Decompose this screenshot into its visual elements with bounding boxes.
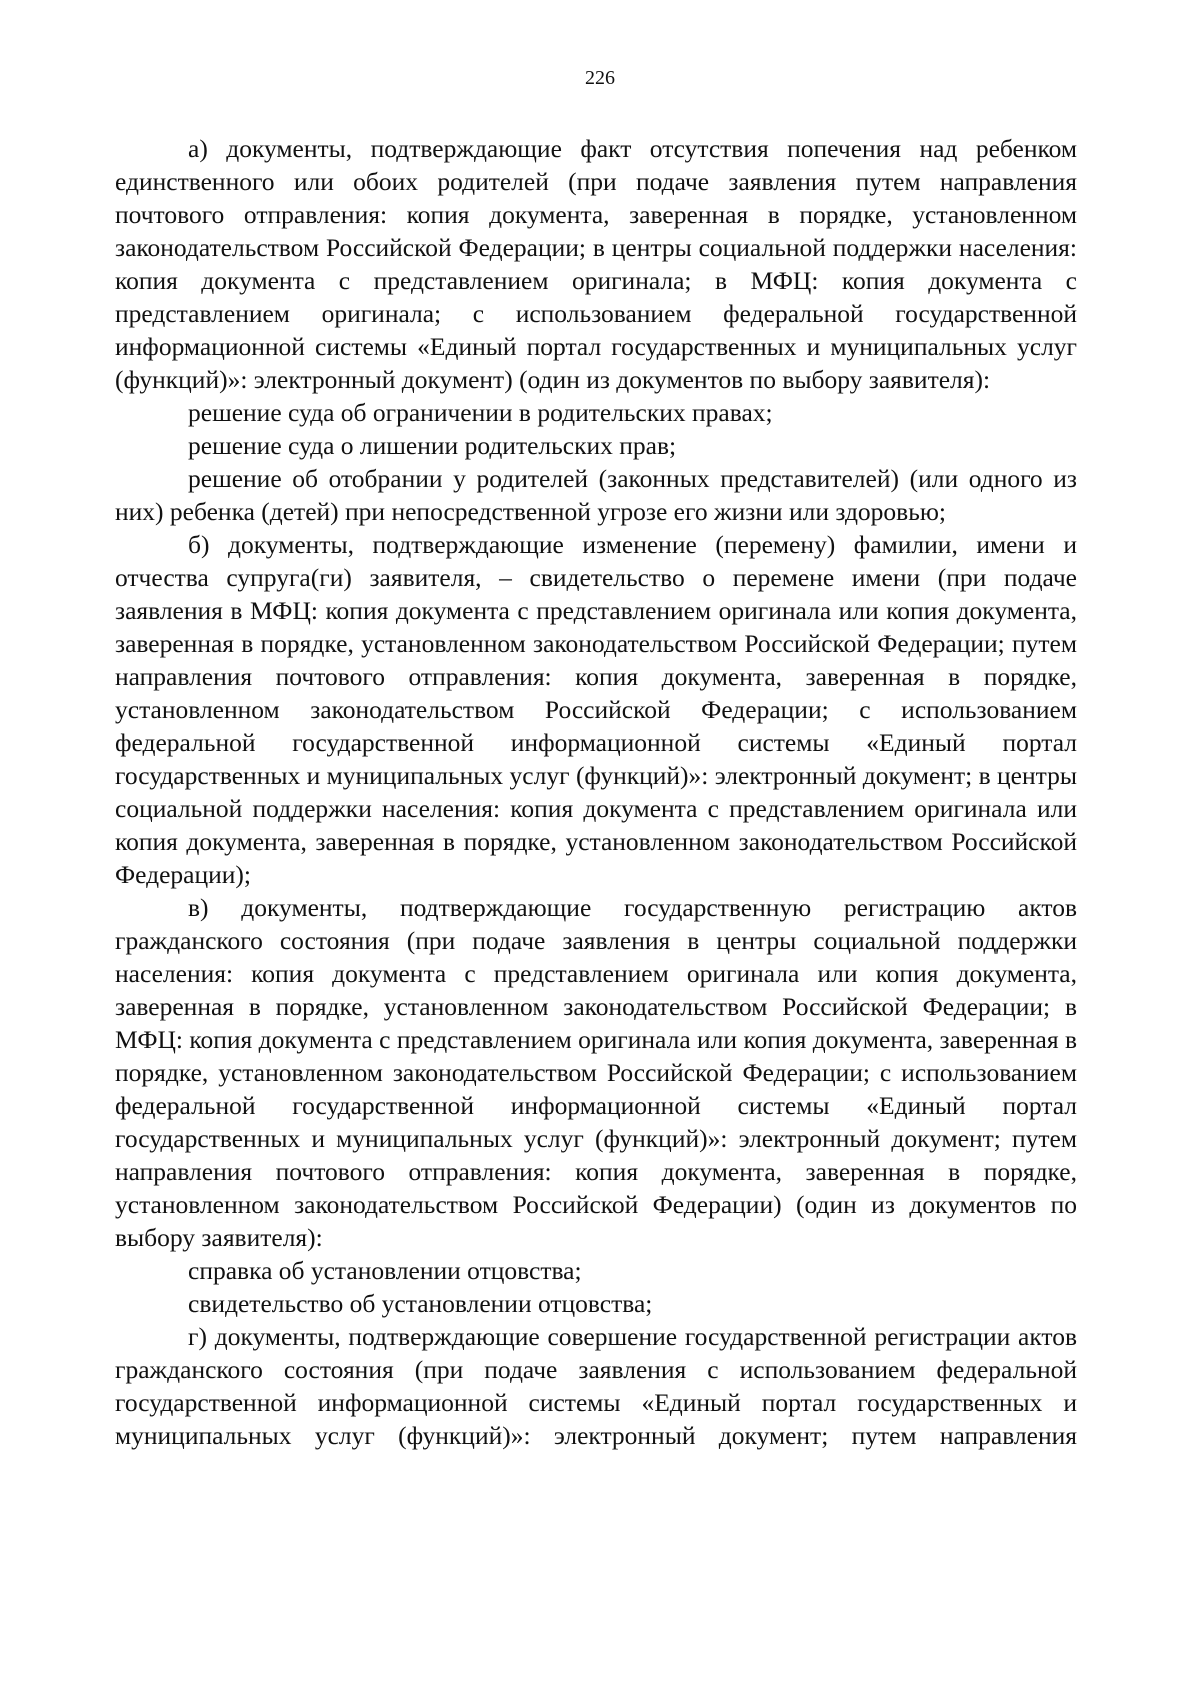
- list-item-court-deprivation: решение суда о лишении родительских прав;: [188, 431, 677, 460]
- list-item-paternity-certificate: справка об установлении отцовства;: [188, 1256, 582, 1285]
- paragraph-g: г) документы, подтверждающие совершение государственной регистрации актов гражданского состояния (при подаче заявления с использованием федеральной государственной информационной системы «Единый портал государственных и муниципальных услуг (функций)»: электронный документ; путем направления: [115, 1322, 1077, 1450]
- document-body: [115, 132, 1077, 1452]
- paragraph-v: в) документы, подтверждающие государственную регистрацию актов гражданского состояния (при подаче заявления в центры социальной поддержки населения: копия документа с представлением оригинала или копия документа, заверенная в порядке, установленном законодательством Российской Федерации; в МФЦ: копия документа с представлением оригинала или копия документа, заверенная в порядке, установленном законодательством Российской Федерации; с использованием федеральной государственной информационной системы «Единый портал государственных и муниципальных услуг (функций)»: электронный документ; путем направления почтового отправления: копия документа, заверенная в порядке, установленном законодательством Российской Федерации) (один из документов по выбору заявителя):: [115, 893, 1077, 1252]
- page-number: 226: [585, 67, 615, 89]
- list-item-paternity-svidetelstvo: свидетельство об установлении отцовства;: [188, 1289, 653, 1318]
- paragraph-a: а) документы, подтверждающие факт отсутствия попечения над ребенком единственного или обоих родителей (при подаче заявления путем направления почтового отправления: копия документа, заверенная в порядке, установленном законодательством Российской Федерации; в центры социальной поддержки населения: копия документа с представлением оригинала; в МФЦ: копия документа с представлением оригинала; с использованием федеральной государственной информационной системы «Единый портал государственных и муниципальных услуг (функций)»: электронный документ) (один из документов по выбору заявителя):: [115, 134, 1077, 394]
- list-item-court-restriction: решение суда об ограничении в родительских правах;: [188, 398, 773, 427]
- paragraph-b: б) документы, подтверждающие изменение (перемену) фамилии, имени и отчества супруга(ги) заявителя, – свидетельство о перемене имени (при подаче заявления в МФЦ: копия документа с представлением оригинала или копия документа, заверенная в порядке, установленном законодательством Российской Федерации; путем направления почтового отправления: копия документа, заверенная в порядке, установленном законодательством Российской Федерации; с использованием федеральной государственной информационной системы «Единый портал государственных и муниципальных услуг (функций)»: электронный документ; в центры социальной поддержки населения: копия документа с представлением оригинала или копия документа, заверенная в порядке, установленном законодательством Российской Федерации);: [115, 530, 1077, 889]
- list-item-removal-decision: решение об отобрании у родителей (законных представителей) (или одного из них) ребенка (детей) при непосредственной угрозе его жизни или здоровью;: [115, 464, 1077, 526]
